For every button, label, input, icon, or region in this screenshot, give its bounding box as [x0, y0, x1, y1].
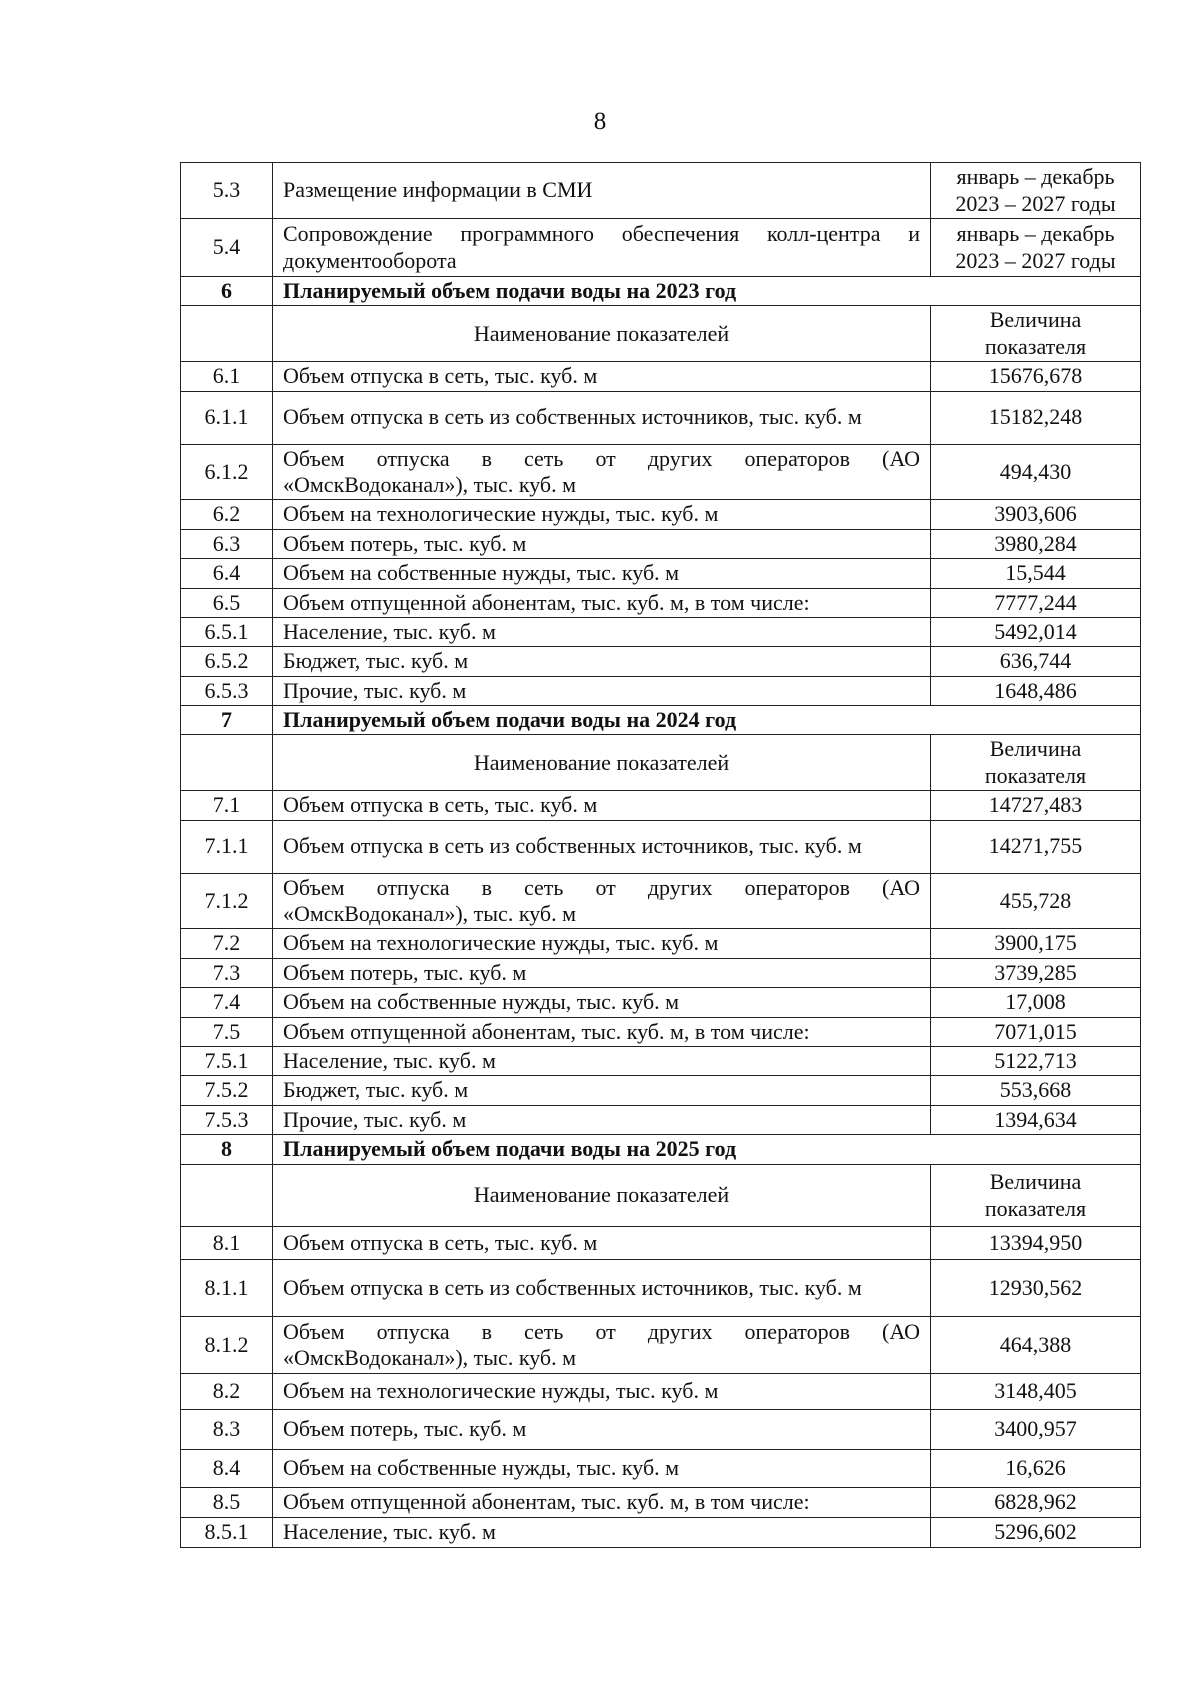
row-number: 6.5.1	[181, 617, 273, 646]
table-row	[181, 1488, 1141, 1518]
table-row	[181, 362, 1141, 391]
section-row	[181, 706, 1141, 735]
indicator-name: Объем отпуска в сеть, тыс. куб. м	[273, 791, 931, 820]
row-number: 7.1	[181, 791, 273, 820]
indicator-name: Бюджет, тыс. куб. м	[273, 647, 931, 676]
table-row	[181, 1518, 1141, 1547]
indicator-value: 5122,713	[931, 1046, 1141, 1075]
indicator-value: 14271,755	[931, 820, 1141, 873]
row-number: 6.2	[181, 500, 273, 529]
indicator-name: Объем на технологические нужды, тыс. куб. м	[273, 929, 931, 958]
indicator-name: Население, тыс. куб. м	[273, 1046, 931, 1075]
indicator-name: Бюджет, тыс. куб. м	[273, 1076, 931, 1105]
indicator-value: 3903,606	[931, 500, 1141, 529]
indicator-value: 7777,244	[931, 588, 1141, 617]
page-number: 8	[593, 108, 607, 135]
row-number: 7.5	[181, 1017, 273, 1046]
indicator-name: Объем на технологические нужды, тыс. куб. м	[273, 1374, 931, 1410]
indicator-value: 7071,015	[931, 1017, 1141, 1046]
section-title: Планируемый объем подачи воды на 2023 год	[273, 277, 1141, 306]
table-row	[181, 1260, 1141, 1317]
row-number: 7.5.3	[181, 1105, 273, 1134]
indicator-value: 13394,950	[931, 1227, 1141, 1260]
table-row	[181, 1317, 1141, 1374]
table-row	[181, 873, 1141, 929]
indicator-value: 3739,285	[931, 958, 1141, 987]
indicator-name: Объем отпуска в сеть, тыс. куб. м	[273, 362, 931, 391]
indicator-name: Прочие, тыс. куб. м	[273, 1105, 931, 1134]
indicator-value: 553,668	[931, 1076, 1141, 1105]
table-row	[181, 500, 1141, 529]
indicator-value: январь – декабрь 2023 – 2027 годы	[931, 163, 1141, 219]
header-value-label: Величина показателя	[931, 306, 1141, 362]
row-number: 6.1	[181, 362, 273, 391]
header-name-label: Наименование показателей	[273, 735, 931, 791]
indicator-value: 464,388	[931, 1317, 1141, 1374]
table-row	[181, 1076, 1141, 1105]
row-number: 7.5.2	[181, 1076, 273, 1105]
table-row	[181, 1410, 1141, 1450]
indicator-name: Объем потерь, тыс. куб. м	[273, 1410, 931, 1450]
header-value-label: Величина показателя	[931, 1165, 1141, 1227]
table-row	[181, 1046, 1141, 1075]
table-row	[181, 1105, 1141, 1134]
table-row	[181, 676, 1141, 705]
table-row	[181, 1017, 1141, 1046]
row-number: 7.1.2	[181, 873, 273, 929]
row-number: 5.4	[181, 219, 273, 277]
table-row	[181, 559, 1141, 588]
header-value-label: Величина показателя	[931, 735, 1141, 791]
table-row	[181, 1374, 1141, 1410]
indicator-value: 636,744	[931, 647, 1141, 676]
row-number: 8.4	[181, 1450, 273, 1488]
row-number: 8.1	[181, 1227, 273, 1260]
table-row	[181, 617, 1141, 646]
header-empty-cell	[181, 735, 273, 791]
row-number: 8.5.1	[181, 1518, 273, 1547]
row-number: 6.5.2	[181, 647, 273, 676]
table-row	[181, 988, 1141, 1017]
indicator-value: 15182,248	[931, 391, 1141, 444]
indicator-value: 16,626	[931, 1450, 1141, 1488]
section-row	[181, 1135, 1141, 1165]
row-number: 7.2	[181, 929, 273, 958]
indicators-table	[180, 162, 1141, 1548]
indicator-value: январь – декабрь 2023 – 2027 годы	[931, 219, 1141, 277]
indicator-value: 15,544	[931, 559, 1141, 588]
column-header-row	[181, 735, 1141, 791]
indicator-name: Объем на собственные нужды, тыс. куб. м	[273, 1450, 931, 1488]
table-row	[181, 1450, 1141, 1488]
section-number: 6	[181, 277, 273, 306]
indicator-value: 3148,405	[931, 1374, 1141, 1410]
table-row	[181, 929, 1141, 958]
indicator-name: Объем потерь, тыс. куб. м	[273, 958, 931, 987]
indicator-name: Объем на технологические нужды, тыс. куб. м	[273, 500, 931, 529]
indicator-value: 5296,602	[931, 1518, 1141, 1547]
row-number: 8.2	[181, 1374, 273, 1410]
indicator-name: Объем отпуска в сеть из собственных источников, тыс. куб. м	[273, 820, 931, 873]
row-number: 8.1.2	[181, 1317, 273, 1374]
indicator-value: 494,430	[931, 444, 1141, 500]
indicator-value: 12930,562	[931, 1260, 1141, 1317]
indicator-name: Объем отпуска в сеть из собственных источников, тыс. куб. м	[273, 391, 931, 444]
indicator-name: Объем отпуска в сеть, тыс. куб. м	[273, 1227, 931, 1260]
row-number: 7.5.1	[181, 1046, 273, 1075]
header-empty-cell	[181, 306, 273, 362]
table-row	[181, 958, 1141, 987]
indicator-name: Объем на собственные нужды, тыс. куб. м	[273, 559, 931, 588]
indicator-value: 3980,284	[931, 529, 1141, 558]
table-row	[181, 444, 1141, 500]
row-number: 6.1.1	[181, 391, 273, 444]
row-number: 8.3	[181, 1410, 273, 1450]
indicator-value: 455,728	[931, 873, 1141, 929]
table-row	[181, 791, 1141, 820]
indicator-name: Объем потерь, тыс. куб. м	[273, 529, 931, 558]
indicator-name: Объем отпуска в сеть от других операторов (АО «ОмскВодоканал»), тыс. куб. м	[273, 873, 931, 929]
table-row	[181, 820, 1141, 873]
row-number: 6.4	[181, 559, 273, 588]
section-number: 8	[181, 1135, 273, 1165]
row-number: 6.5	[181, 588, 273, 617]
indicator-value: 14727,483	[931, 791, 1141, 820]
table-row	[181, 647, 1141, 676]
indicator-name: Объем на собственные нужды, тыс. куб. м	[273, 988, 931, 1017]
table-row	[181, 1227, 1141, 1260]
table-row	[181, 529, 1141, 558]
header-name-label: Наименование показателей	[273, 306, 931, 362]
row-number: 8.1.1	[181, 1260, 273, 1317]
indicator-value: 1394,634	[931, 1105, 1141, 1134]
indicator-value: 1648,486	[931, 676, 1141, 705]
row-number: 7.3	[181, 958, 273, 987]
section-title: Планируемый объем подачи воды на 2025 год	[273, 1135, 1141, 1165]
table-row	[181, 219, 1141, 277]
section-title: Планируемый объем подачи воды на 2024 год	[273, 706, 1141, 735]
table-row	[181, 588, 1141, 617]
indicator-name: Объем отпущенной абонентам, тыс. куб. м, в том числе:	[273, 588, 931, 617]
indicator-name: Объем отпуска в сеть от других операторов (АО «ОмскВодоканал»), тыс. куб. м	[273, 1317, 931, 1374]
indicator-value: 3900,175	[931, 929, 1141, 958]
indicator-value: 6828,962	[931, 1488, 1141, 1518]
indicator-value: 5492,014	[931, 617, 1141, 646]
column-header-row	[181, 306, 1141, 362]
indicator-name: Население, тыс. куб. м	[273, 617, 931, 646]
indicator-name: Размещение информации в СМИ	[273, 163, 931, 219]
indicator-name: Прочие, тыс. куб. м	[273, 676, 931, 705]
section-row	[181, 277, 1141, 306]
header-name-label: Наименование показателей	[273, 1165, 931, 1227]
table-row	[181, 391, 1141, 444]
row-number: 6.3	[181, 529, 273, 558]
indicator-value: 15676,678	[931, 362, 1141, 391]
indicator-name: Объем отпуска в сеть от других операторов (АО «ОмскВодоканал»), тыс. куб. м	[273, 444, 931, 500]
indicator-name: Объем отпущенной абонентам, тыс. куб. м, в том числе:	[273, 1488, 931, 1518]
row-number: 7.4	[181, 988, 273, 1017]
indicator-name: Население, тыс. куб. м	[273, 1518, 931, 1547]
indicator-name: Объем отпущенной абонентам, тыс. куб. м, в том числе:	[273, 1017, 931, 1046]
table-row	[181, 163, 1141, 219]
row-number: 5.3	[181, 163, 273, 219]
indicator-name: Сопровождение программного обеспечения колл-центра и документооборота	[273, 219, 931, 277]
indicator-value: 17,008	[931, 988, 1141, 1017]
section-number: 7	[181, 706, 273, 735]
row-number: 6.5.3	[181, 676, 273, 705]
row-number: 6.1.2	[181, 444, 273, 500]
indicator-name: Объем отпуска в сеть из собственных источников, тыс. куб. м	[273, 1260, 931, 1317]
column-header-row	[181, 1165, 1141, 1227]
header-empty-cell	[181, 1165, 273, 1227]
row-number: 7.1.1	[181, 820, 273, 873]
indicator-value: 3400,957	[931, 1410, 1141, 1450]
row-number: 8.5	[181, 1488, 273, 1518]
